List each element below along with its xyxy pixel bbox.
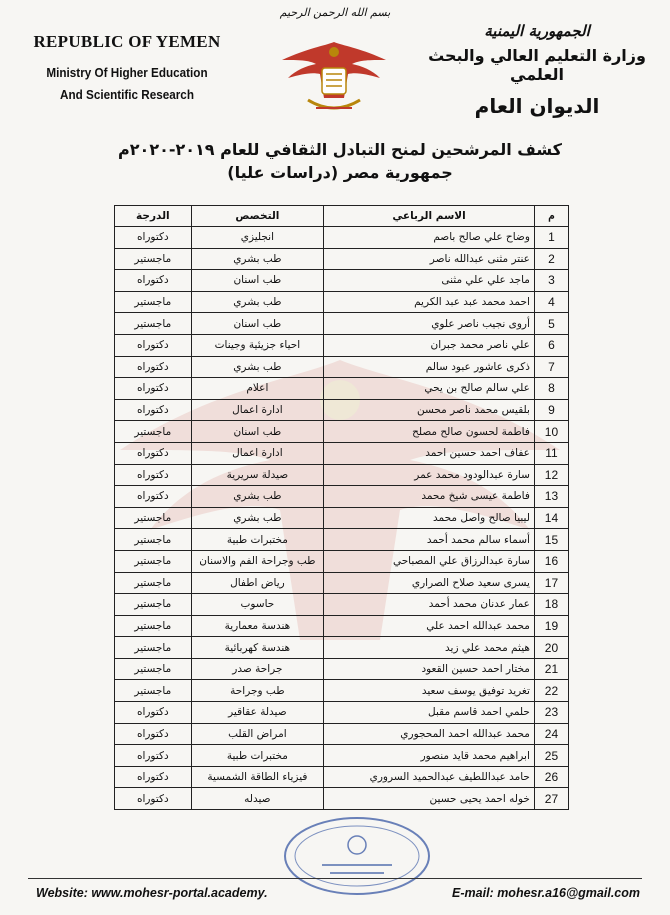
table-row [115,550,569,572]
cell-name: بلقيس محمد ناصر محسن [324,399,535,421]
table-row [115,464,569,486]
table-row [115,680,569,702]
cell-specialization: مختبرات طبية [191,745,323,767]
cell-specialization: طب اسنان [191,421,323,443]
cell-degree: دكتوراه [115,399,192,421]
cell-specialization: طب بشري [191,291,323,313]
cell-name: عنتر مثنى عبدالله ناصر [324,248,535,270]
header-name: الاسم الرباعي [324,206,535,227]
ministry-name-en-line1: Ministry Of Higher Education [46,65,208,80]
cell-num: 4 [534,291,568,313]
republic-title-en: REPUBLIC OF YEMEN [33,32,221,51]
table-row [115,615,569,637]
basmala: بسم الله الرحمن الرحيم [279,6,391,19]
cell-num: 19 [534,615,568,637]
cell-specialization: طب وجراحة الفم والاسنان [191,550,323,572]
cell-num: 10 [534,421,568,443]
cell-num: 8 [534,378,568,400]
cell-specialization: صيدلة سريرية [191,464,323,486]
table-row [115,572,569,594]
cell-num: 3 [534,270,568,292]
cell-num: 27 [534,788,568,810]
cell-name: احمد محمد عبد عبد الكريم [324,291,535,313]
header-num: م [534,206,568,227]
table-row [115,248,569,270]
table-header-row [115,206,569,227]
cell-num: 18 [534,594,568,616]
table-row [115,723,569,745]
cell-num: 1 [534,227,568,249]
cell-degree: دكتوراه [115,766,192,788]
letterhead-english [22,32,232,106]
cell-specialization: فيزياء الطاقة الشمسية [191,766,323,788]
cell-specialization: طب اسنان [191,270,323,292]
cell-degree: دكتوراه [115,745,192,767]
cell-degree: دكتوراه [115,378,192,400]
cell-specialization: رياض اطفال [191,572,323,594]
cell-specialization: طب بشري [191,486,323,508]
cell-degree: ماجستير [115,421,192,443]
cell-name: خوله احمد يحيى حسين [324,788,535,810]
cell-num: 5 [534,313,568,335]
table-row [115,529,569,551]
cell-num: 14 [534,507,568,529]
cell-specialization: حاسوب [191,594,323,616]
cell-specialization: امراض القلب [191,723,323,745]
cell-degree: ماجستير [115,291,192,313]
cell-num: 6 [534,334,568,356]
document-title: كشف المرشحين لمنح التبادل الثقافي للعام ٢٠١٩-٢٠٢٠م [118,140,562,159]
cell-degree: دكتوراه [115,270,192,292]
cell-name: حلمي احمد قاسم مقبل [324,702,535,724]
document-subtitle: جمهورية مصر (دراسات عليا) [227,163,453,182]
cell-name: علي ناصر محمد جبران [324,334,535,356]
table-row [115,227,569,249]
cell-degree: دكتوراه [115,442,192,464]
table-row [115,594,569,616]
cell-num: 23 [534,702,568,724]
table-row [115,421,569,443]
cell-num: 24 [534,723,568,745]
cell-degree: دكتوراه [115,723,192,745]
cell-degree: ماجستير [115,572,192,594]
cell-specialization: ادارة اعمال [191,442,323,464]
cell-specialization: صيدله [191,788,323,810]
cell-degree: دكتوراه [115,464,192,486]
cell-degree: دكتوراه [115,702,192,724]
cell-degree: دكتوراه [115,356,192,378]
cell-degree: دكتوراه [115,334,192,356]
cell-degree: ماجستير [115,313,192,335]
table-row [115,766,569,788]
cell-degree: دكتوراه [115,788,192,810]
cell-degree: ماجستير [115,550,192,572]
table-row [115,378,569,400]
cell-name: ماجد علي علي مثنى [324,270,535,292]
table-row [115,291,569,313]
cell-degree: ماجستير [115,680,192,702]
cell-name: علي سالم صالح بن يحي [324,378,535,400]
table-row [115,486,569,508]
cell-num: 20 [534,637,568,659]
cell-name: عمار عدنان محمد أحمد [324,594,535,616]
cell-num: 17 [534,572,568,594]
table-row [115,745,569,767]
cell-num: 16 [534,550,568,572]
cell-name: حامد عبداللطيف عبدالحميد السروري [324,766,535,788]
header-specialization: التخصص [191,206,323,227]
table-row [115,788,569,810]
table-row [115,356,569,378]
cell-name: هيثم محمد علي زيد [324,637,535,659]
cell-specialization: طب بشري [191,248,323,270]
cell-name: ابراهيم محمد قايد منصور [324,745,535,767]
footer-website: Website: www.mohesr-portal.academy. [36,886,268,900]
cell-specialization: هندسة كهربائية [191,637,323,659]
letterhead [0,0,670,130]
cell-degree: ماجستير [115,248,192,270]
cell-name: ذكرى عاشور عبود سالم [324,356,535,378]
ministry-name-ar: وزارة التعليم العالي والبحث العلمي [428,46,646,84]
cell-num: 2 [534,248,568,270]
cell-specialization: طب اسنان [191,313,323,335]
table-row [115,702,569,724]
cell-name: فاطمة عيسى شيخ محمد [324,486,535,508]
footer-email: E-mail: mohesr.a16@gmail.com [452,886,640,900]
cell-specialization: مختبرات طبية [191,529,323,551]
letterhead-arabic [422,22,652,118]
cell-name: أسماء سالم محمد أحمد [324,529,535,551]
cell-num: 13 [534,486,568,508]
cell-specialization: ادارة اعمال [191,399,323,421]
cell-degree: دكتوراه [115,486,192,508]
cell-degree: ماجستير [115,594,192,616]
yemen-eagle-emblem-icon [278,38,390,116]
cell-name: أروى نجيب ناصر علوي [324,313,535,335]
cell-name: يسرى سعيد صلاح الصراري [324,572,535,594]
table-row [115,637,569,659]
cell-name: ليبيا صالح واصل محمد [324,507,535,529]
table-row [115,658,569,680]
header-degree: الدرجة [115,206,192,227]
cell-num: 21 [534,658,568,680]
table-row [115,313,569,335]
cell-name: فاطمة لحسون صالح مصلح [324,421,535,443]
cell-name: عفاف احمد حسين احمد [324,442,535,464]
cell-num: 9 [534,399,568,421]
cell-specialization: هندسة معمارية [191,615,323,637]
office-name-ar: الديوان العام [474,94,600,118]
cell-degree: ماجستير [115,637,192,659]
cell-num: 11 [534,442,568,464]
cell-degree: ماجستير [115,507,192,529]
cell-num: 22 [534,680,568,702]
cell-degree: دكتوراه [115,227,192,249]
cell-num: 12 [534,464,568,486]
cell-specialization: اعلام [191,378,323,400]
cell-specialization: صيدلة عقاقير [191,702,323,724]
cell-degree: ماجستير [115,615,192,637]
cell-num: 7 [534,356,568,378]
cell-name: سارة عبدالرزاق علي المصباحي [324,550,535,572]
footer-divider [28,878,642,879]
cell-specialization: انجليزي [191,227,323,249]
table-row [115,334,569,356]
cell-num: 25 [534,745,568,767]
ministry-name-en-line2: And Scientific Research [60,87,194,102]
cell-specialization: احياء جزيئية وجينات [191,334,323,356]
cell-specialization: طب بشري [191,507,323,529]
cell-name: مختار احمد حسين القعود [324,658,535,680]
cell-name: تغريد توفيق يوسف سعيد [324,680,535,702]
cell-degree: ماجستير [115,658,192,680]
cell-name: وضاح علي صالح باصم [324,227,535,249]
cell-name: سارة عبدالودود محمد عمر [324,464,535,486]
cell-specialization: طب وجراحة [191,680,323,702]
candidates-table [114,205,569,810]
page-footer [0,872,670,912]
cell-specialization: جراحة صدر [191,658,323,680]
table-body [115,227,569,810]
cell-num: 15 [534,529,568,551]
table-row [115,399,569,421]
cell-specialization: طب بشري [191,356,323,378]
table-row [115,270,569,292]
cell-degree: ماجستير [115,529,192,551]
table-row [115,442,569,464]
cell-num: 26 [534,766,568,788]
cell-name: محمد عبدالله احمد علي [324,615,535,637]
table-row [115,507,569,529]
cell-name: محمد عبدالله احمد المحجوري [324,723,535,745]
republic-title-ar: الجمهورية اليمنية [484,22,590,40]
document-heading [60,140,620,182]
